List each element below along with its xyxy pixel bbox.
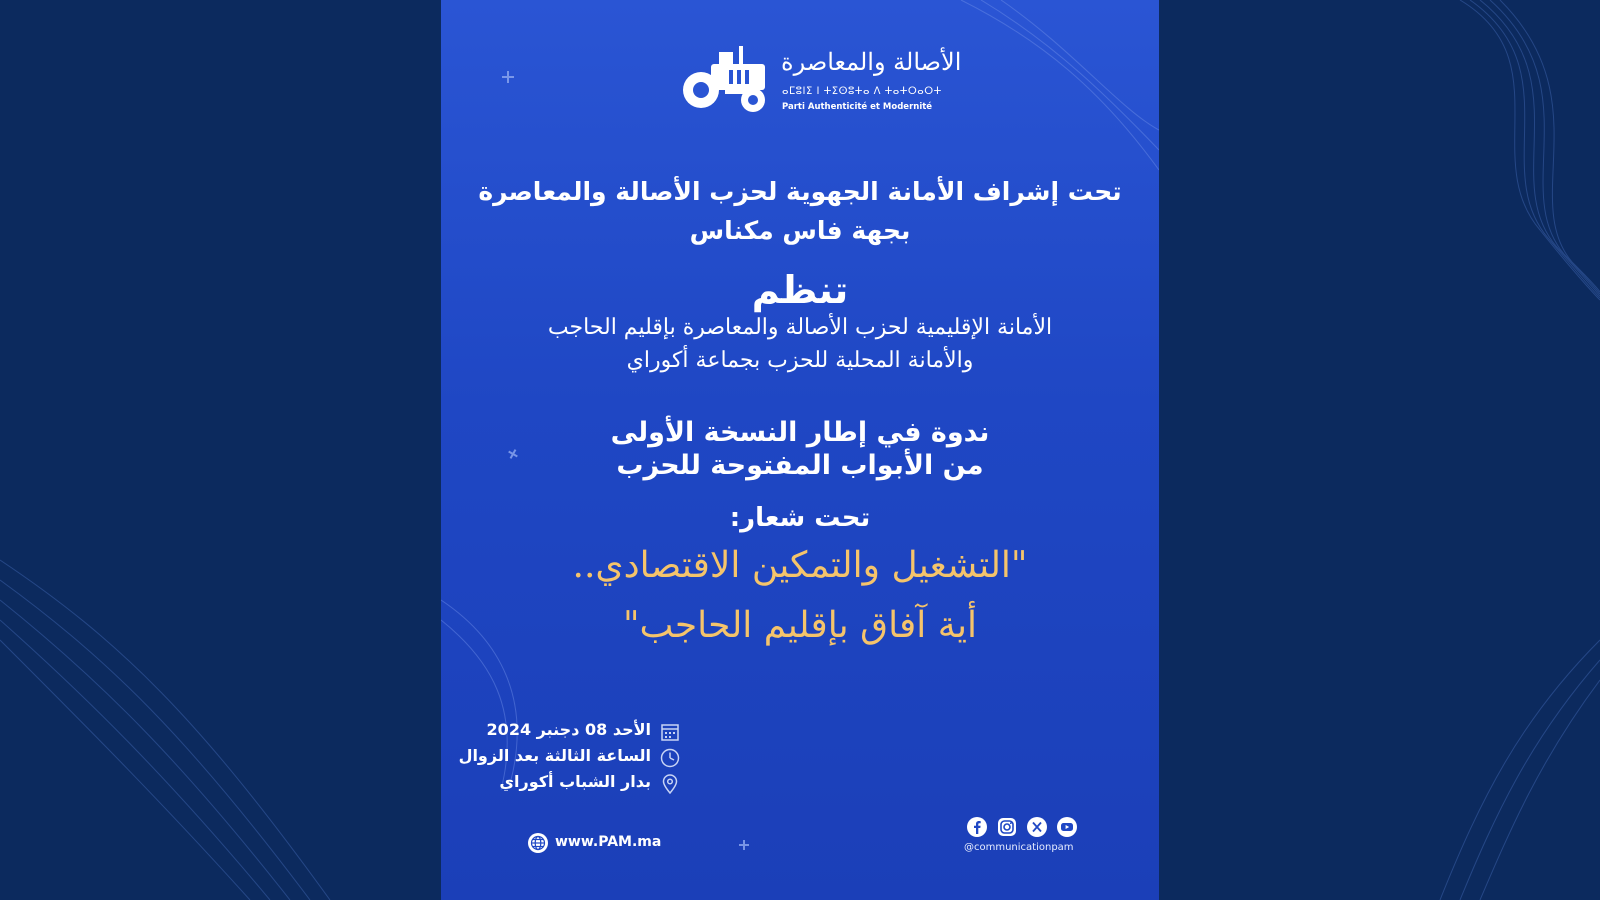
slogan-line-1: "التشغيل والتمكين الاقتصادي.. <box>572 545 1028 586</box>
x-icon[interactable] <box>1026 816 1048 838</box>
social-links <box>964 816 1082 856</box>
location-pin-icon <box>659 773 681 795</box>
organizer-verb: تنظم <box>751 268 849 312</box>
globe-icon <box>527 832 549 854</box>
party-logo <box>681 42 962 122</box>
logo-french-name: Parti Authenticité et Modernité <box>782 102 933 112</box>
event-poster <box>441 0 1159 900</box>
event-line-2: من الأبواب المفتوحة للحزب <box>616 450 984 481</box>
clock-icon <box>659 747 681 769</box>
slogan-label: تحت شعار: <box>729 503 871 533</box>
event-line-1: ندوة في إطار النسخة الأولى <box>610 417 990 448</box>
headline-line-2: بجهة فاس مكناس <box>689 216 911 245</box>
organizer-line-2: والأمانة المحلية للحزب بجماعة أكوراي <box>626 348 974 373</box>
facebook-icon[interactable] <box>966 816 988 838</box>
social-handle: @communicationpam <box>964 842 1074 853</box>
organizer-line-1: الأمانة الإقليمية لحزب الأصالة والمعاصرة بإقليم الحاجب <box>547 315 1053 340</box>
logo-tifinagh-name: ⴰⵎⵓⵏⵉ ⵏ ⵜⵉⵙⵓⵜⴰ ⴷ ⵜⴰⵜⵔⴰⵔⵜ <box>782 86 942 97</box>
headline-line-1: تحت إشراف الأمانة الجهوية لحزب الأصالة والمعاصرة <box>478 177 1122 206</box>
website-text: www.PAM.ma <box>555 834 662 850</box>
slogan-line-2: أية آفاق بإقليم الحاجب" <box>622 605 978 646</box>
calendar-icon <box>659 721 681 743</box>
event-time-text: الساعة الثالثة بعد الزوال <box>458 746 651 765</box>
event-location-text: بدار الشباب أكوراي <box>499 772 651 791</box>
event-date-text: الأحد 08 دجنبر 2024 <box>486 720 651 739</box>
instagram-icon[interactable] <box>996 816 1018 838</box>
youtube-icon[interactable] <box>1056 816 1078 838</box>
tractor-icon <box>681 42 777 122</box>
logo-arabic-name: الأصالة والمعاصرة <box>781 48 962 76</box>
